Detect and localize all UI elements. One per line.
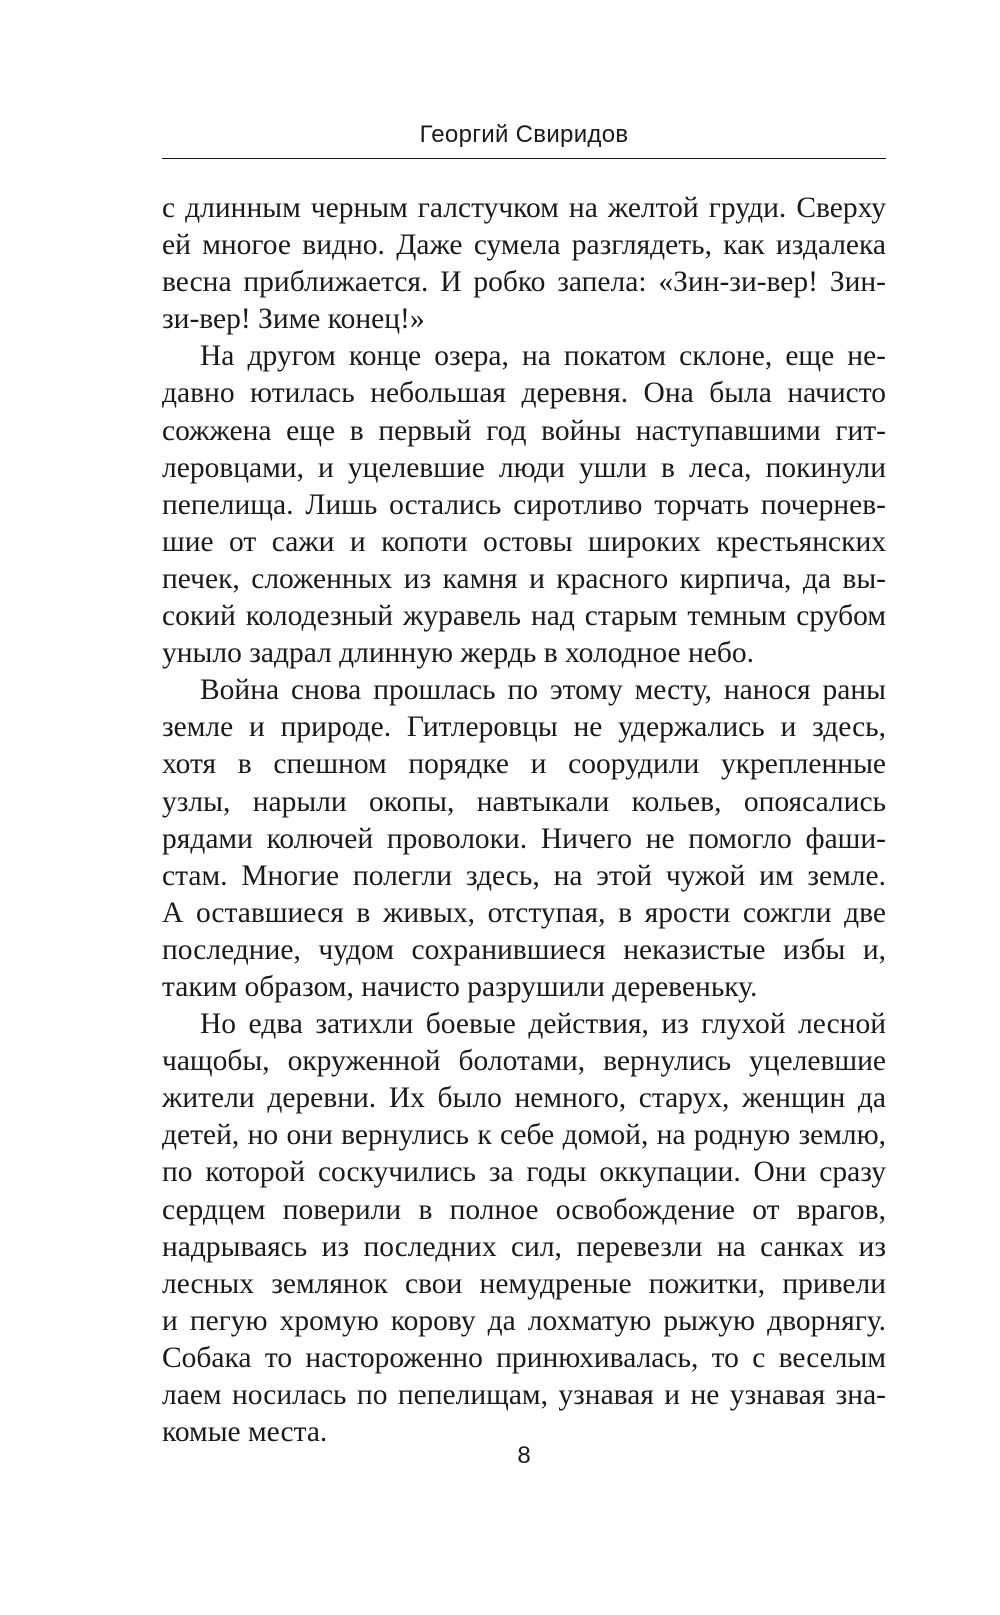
text-line: Война снова прошлась по этому месту, нанося раны (200, 674, 886, 707)
text-line: зи-вер! Зиме конец!» (162, 303, 425, 336)
text-line: пепелища. Лишь остались сиротливо торчать почернев- (162, 488, 886, 521)
text-line: Собака то настороженно принюхивалась, то с веселым (162, 1341, 886, 1374)
text-line: стам. Многие полегли здесь, на этой чужой им земле. (162, 859, 886, 892)
text-line: весна приближается. И робко запела: «Зин-зи-вер! Зин- (162, 266, 886, 299)
text-line: давно ютилась небольшая деревня. Она была начисто (162, 377, 886, 410)
text-line: сердцем поверили в полное освобождение от врагов, (162, 1193, 886, 1226)
text-line: шие от сажи и копоти остовы широких крестьянских (162, 525, 886, 558)
text-line: надрываясь из последних сил, перевезли на санках из (162, 1230, 886, 1263)
text-line: земле и природе. Гитлеровцы не удержались и здесь, (162, 711, 886, 744)
text-line: узлы, нарыли окопы, навтыкали кольев, опоясались (162, 785, 886, 818)
text-line: детей, но они вернулись к себе домой, на родную землю, (162, 1119, 886, 1152)
text-line: ей многое видно. Даже сумела разглядеть, как издалека (162, 229, 886, 262)
text-line: сокий колодезный журавель над старым темным срубом (162, 600, 886, 633)
running-head-author: Георгий Свиридов (419, 121, 629, 148)
text-line: с длинным черным галстучком на желтой груди. Сверху (162, 192, 886, 224)
text-line: таким образом, начисто разрушили деревеньку. (162, 970, 758, 1003)
text-line: рядами колючей проволоки. Ничего не помогло фаши- (162, 822, 886, 855)
text-line: уныло задрал длинную жердь в холодное небо. (162, 637, 755, 670)
text-line: хотя в спешном порядке и соорудили укрепленные (162, 748, 886, 781)
text-line: леровцами, и уцелевшие люди ушли в леса, покинули (162, 451, 886, 484)
body-text (162, 190, 886, 1451)
text-line: сожжена еще в первый год войны наступавшими гит- (162, 414, 886, 447)
header-rule (162, 158, 886, 159)
text-line: и пегую хромую корову да лохматую рыжую дворнягу. (162, 1304, 886, 1337)
text-line: комые места. (162, 1416, 328, 1449)
text-line: последние, чудом сохранившиеся неказистые избы и, (162, 933, 886, 966)
text-line: чащобы, окруженной болотами, вернулись уцелевшие (162, 1045, 886, 1078)
text-line: жители деревни. Их было немного, старух, женщин да (162, 1082, 886, 1115)
text-line: лаем носилась по пепелищам, узнавая и не узнавая зна- (162, 1379, 886, 1411)
text-line: Но едва затихли боевые действия, из глухой лесной (200, 1008, 886, 1041)
text-line: А оставшиеся в живых, отступая, в ярости сожгли две (162, 896, 886, 929)
text-line: лесных землянок свои немудреные пожитки, привели (162, 1267, 886, 1300)
text-line: по которой соскучились за годы оккупации. Они сразу (162, 1156, 886, 1189)
text-line: печек, сложенных из камня и красного кирпича, да вы- (162, 562, 886, 595)
text-line: На другом конце озера, на покатом склоне, еще не- (200, 340, 886, 373)
page-number: 8 (517, 1442, 531, 1469)
